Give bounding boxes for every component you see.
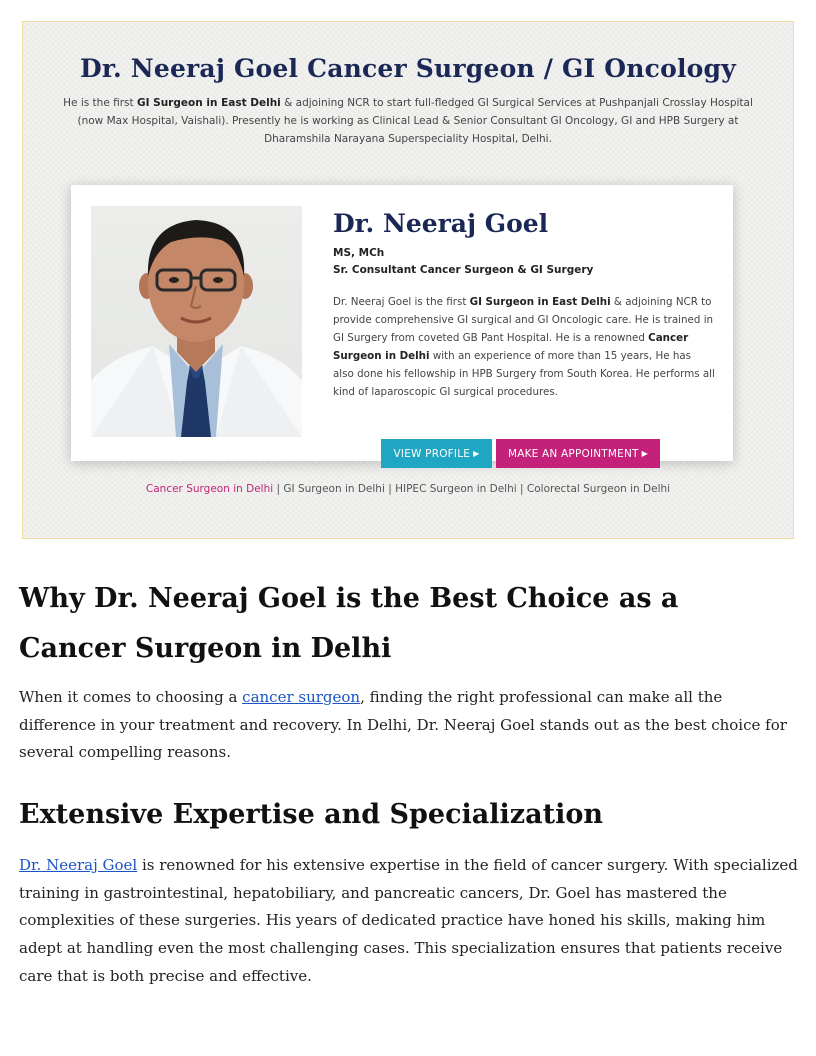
doctor-banner	[22, 21, 794, 539]
make-appointment-label: MAKE AN APPOINTMENT	[507, 447, 639, 460]
banner-intro	[63, 94, 753, 148]
doctor-degree: MS, MCh	[333, 247, 385, 259]
bio-bold: GI Surgeon in East Delhi	[469, 296, 611, 308]
banner-links	[23, 483, 793, 495]
section-heading: Extensive Expertise and Specialization	[19, 799, 604, 830]
doctor-photo	[91, 206, 302, 437]
link-gi-surgeon-delhi[interactable]: GI Surgeon in Delhi	[283, 483, 385, 495]
make-appointment-button[interactable]	[496, 439, 660, 468]
doctor-role: Sr. Consultant Cancer Surgeon & GI Surgery	[333, 264, 594, 276]
dr-neeraj-goel-link[interactable]: Dr. Neeraj Goel	[19, 856, 138, 874]
bio-text: with an experience of more than 15 years, He has also done his fellowship in HPB Surgery from South Korea. He performs all kind of laparoscopic GI surgical procedures.	[333, 350, 715, 398]
bio-text: Dr. Neeraj Goel is the first	[333, 296, 470, 308]
doctor-card	[71, 185, 733, 461]
paragraph-text: When it comes to choosing a	[19, 688, 243, 706]
cancer-surgeon-link[interactable]: cancer surgeon	[242, 688, 361, 706]
intro-bold: GI Surgeon in East Delhi	[136, 97, 281, 109]
intro-paragraph	[19, 684, 799, 767]
paragraph-text: , finding the right professional can make all the difference in your treatment and recovery. In Delhi, Dr. Neeraj Goel stands out as the best choice for several compelling reasons.	[19, 688, 787, 762]
caret-right-icon: ▶	[641, 449, 649, 458]
link-separator: |	[516, 483, 527, 495]
view-profile-button[interactable]	[381, 439, 492, 468]
link-cancer-surgeon-delhi[interactable]: Cancer Surgeon in Delhi	[145, 483, 274, 495]
doctor-portrait-image	[91, 206, 302, 437]
link-colorectal-surgeon-delhi[interactable]: Colorectal Surgeon in Delhi	[526, 483, 671, 495]
intro-text: & adjoining NCR to start full-fledged GI Surgical Services at Pushpanjali Crosslay Hospital (now Max Hospital, Vaishali). Presently he is working as Clinical Lead & Senior Consultant GI Oncology, GI and HPB Surgery at Dharamshila Narayana Superspeciality Hospital, Delhi.	[77, 97, 753, 145]
caret-right-icon: ▶	[473, 449, 480, 458]
link-hipec-surgeon-delhi[interactable]: HIPEC Surgeon in Delhi	[395, 483, 517, 495]
bio-bold: Cancer Surgeon in Delhi	[333, 332, 689, 362]
link-separator: |	[273, 483, 284, 495]
doctor-bio	[333, 293, 715, 401]
intro-text: He is the first	[63, 97, 137, 109]
view-profile-label: VIEW PROFILE	[393, 447, 471, 460]
doctor-name: Dr. Neeraj Goel	[333, 209, 549, 238]
article-heading: Why Dr. Neeraj Goel is the Best Choice as a Cancer Surgeon in Delhi	[19, 583, 679, 664]
bio-text: & adjoining NCR to provide comprehensive GI surgical and GI Oncologic care. He is trained in GI Surgery from coveted GB Pant Hospital. He is a renowned	[333, 296, 714, 344]
paragraph-text: is renowned for his extensive expertise in the field of cancer surgery. With specialized training in gastrointestinal, hepatobiliary, and pancreatic cancers, Dr. Goel has mastered the complexities of these surgeries. His years of dedicated practice have honed his skills, making him adept at handling even the most challenging cases. This specialization ensures that patients receive care that is both precise and effective.	[19, 856, 798, 985]
link-separator: |	[384, 483, 396, 495]
expertise-paragraph	[19, 852, 799, 991]
banner-title: Dr. Neeraj Goel Cancer Surgeon / GI Oncology	[80, 54, 736, 83]
